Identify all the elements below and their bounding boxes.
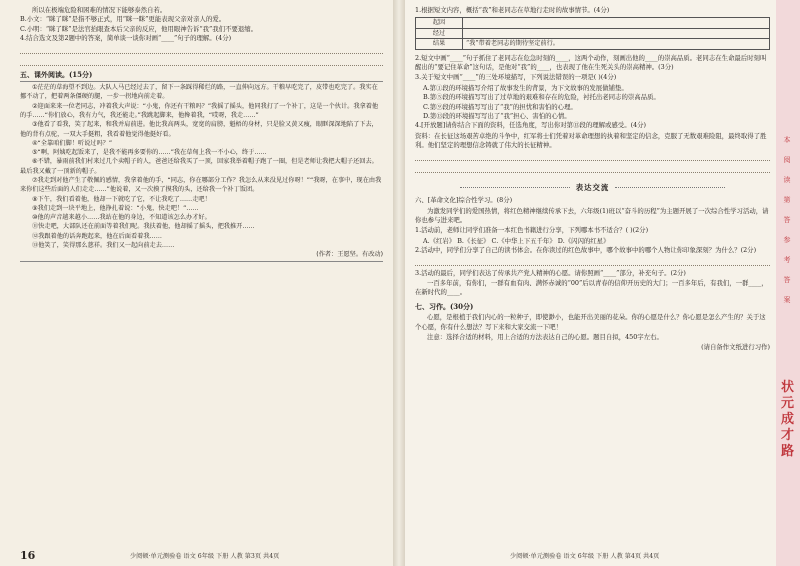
table-row [416, 39, 770, 49]
section-7-hint: (请自备作文纸进行习作) [701, 343, 770, 352]
table-head: 结果 [416, 39, 463, 49]
table-row [416, 18, 770, 28]
brand-logo: 状元成才路 [780, 380, 794, 459]
page-number: 16 [20, 549, 36, 562]
divider [615, 187, 725, 188]
s6-q1-options: A.《红岩》 B.《长征》 C.《中华上下五千年》 D.《闪闪的红星》 [423, 236, 610, 245]
expression-header [415, 183, 770, 192]
passage-paragraph: ⑨我们走到一块平地上，他挣扎着说：“小鬼，快走吧！”…… [32, 204, 199, 212]
q4-material: 资料：在长征这场艰苦卓绝的斗争中，红军将士们凭着对革命理想的执着和坚定的信念，克服了无数艰难险阻，最终取得了胜利。他们坚定的理想信念铸就了伟大的长征精神。 [415, 131, 767, 150]
passage-paragraph: ②迎面来来一位老同志，冲着我大声说：“小鬼，你还有干粮吗？”我摇了摇头，他同我打了一个补丁，这是一个伙计。我拿着他的手……“你们放心，我有力气，我还能走。”我跳起脚来，他搀着我，“哎呀，我走……” [20, 102, 379, 119]
table-row [416, 28, 770, 38]
passage-paragraph: ⑬他笑了，笑得那么慈祥。我们又一起向前走去…… [32, 242, 175, 250]
table-head: 起因 [416, 18, 463, 28]
passage-paragraph: ③他看了看我，笑了起来，和我并肩前进。他比我高两头，宽宽的肩膀，魁梧的身材，只是脸又黄又瘦，眼眶深深地陷了下去，他的背有点驼，一双大手挺粗，我看着他觉得他挺好看。 [20, 121, 378, 138]
section-7-title: 七、习作。(30分) [415, 301, 474, 311]
section-7-prompt: 心愿，是根植于我们内心的一粒种子，即使渺小，也能开出美丽的花朵。你的心愿是什么？你心愿是怎么产生的？关于这个心愿，你有什么想法？写下来和大家交流一下吧！ [415, 313, 766, 331]
plot-table [415, 17, 770, 49]
divider [460, 187, 570, 188]
expression-title: 表达交流 [575, 182, 610, 192]
book-spine [393, 0, 405, 566]
table-head: 经过 [416, 28, 463, 38]
s6-question-1: 1.活动前，老师让同学们准备一本红色书籍进行分享，下列哪本书不适合？( )(2分) [415, 226, 649, 235]
answer-line[interactable] [415, 257, 770, 266]
answer-line[interactable] [415, 152, 770, 161]
section-6-intro: 为激发同学们的爱国热情，将红色精神继续传承下去，六年级(1)班以“奋斗的历程”为主题开展了一次综合性学习活动，请你也参与进来吧。 [415, 206, 769, 224]
passage-paragraph: ⑧下午，我们看着他，他却一下就吃了它，不让我吃了……走吧！ [32, 195, 211, 203]
option-b: B.小文：“眯了眯”是指不够正式，用“眯一眯”更能表现父亲对亲人的爱。 [20, 15, 226, 24]
question-1: 1.根据短文内容，概括“我”和老同志在草地行走时的故事情节。(4分) [415, 6, 610, 14]
table-cell[interactable] [463, 18, 770, 28]
answer-line[interactable] [415, 164, 770, 173]
question-4: 4.[开放题]请你结合下面的资料，任选角度，写出你对第⑬段的理解或感受。(4分) [415, 121, 647, 130]
passage-paragraph: ⑩他的声音越来越小……我站在他的身边，不知道该怎么办才好。 [32, 214, 211, 222]
s6-question-2: 2.活动中，同学们分享了自己的读书体会。在你读过的红色故事中，哪个故事中的哪个人物让你印象深刻？为什么？(2分) [415, 246, 757, 255]
question-4: 4.结合选文及第2题中的答案，简单谈一谈你对画“____”句子的理解。(4分) [20, 34, 232, 43]
left-footer: 少阅顿·单元测验卷 语文 6年级 下册 人教 第3页 共4页 [130, 553, 280, 560]
passage-paragraph: ⑦我走到对他产生了敬佩的感情，我拿着他的手，“同志，你在哪部分工作？我怎么从来没见过你呀！”“我呀，在事中，现在由我来你们这些后面的人们走走……”他说着，又一次摸了摸我的头，还给我一个补丁饭团。 [20, 177, 382, 194]
left-page [0, 0, 393, 566]
q3-option-d: D.第⑬段的环境描写写出了“我”担心、害怕的心情。 [423, 112, 571, 121]
answer-line[interactable] [20, 57, 383, 66]
band-vertical-text: 本 阅 读 第 答 参 考 答 案 [783, 136, 791, 304]
question-3: 3.关于短文中画“____”的三处环境描写，下列说法错误的一项是( )(4分) [415, 73, 617, 82]
text-line: 所以在极端危险和困难的情况下能够泰然自若。 [32, 6, 167, 14]
q3-option-b: B.第⑤段的环境描写写出了过草地的艰难和存在的危险，衬托出老同志的崇高品质。 [423, 93, 660, 102]
section-7-note: 注意：选择合适的材料，用上合适的方法表达自己的心愿。题目自拟，450字左右。 [427, 332, 663, 341]
reading-passage [20, 81, 383, 262]
q3-option-a: A.第①段的环境描写介绍了故事发生的背景，为下文故事的发展做铺垫。 [423, 83, 628, 92]
passage-paragraph: ①茫茫的草海望不到边。大队人马已经过去了，留下一条踩得稀烂的路，一直伸向远方。干粮早吃完了，皮带也吃完了。我实在挪不动了，把着两条僵硬的腿，一步一拐地向前走着。 [20, 84, 378, 101]
passage-paragraph: ⑥不错，暴雨前我们村来过几个卖帽子的人，爸爸还给我买了一顶，回家我举着帽子跑了一圈，但是老师让我把大帽子还回去。最后我又戴了一顶新的帽子。 [20, 158, 378, 175]
passage-author: (作者：王愿坚。有改动) [316, 251, 383, 259]
right-page [405, 0, 776, 566]
q3-option-c: C.第⑨段的环境描写写出了“我”的担忧和害怕的心理。 [423, 102, 577, 111]
section-6-title: 六、[革命文化]综合性学习。(8分) [415, 196, 513, 205]
question-2: 2.短文中画“____”句子抓住了老同志在危急时刻的____，这两个动作，刻画出他的____的崇高品质。老同志在生命最后时刻叫醒出的“要记住革命”这句话，是他对“我”的____，也表现了他在生死关头的崇高精神。(3分) [415, 53, 767, 72]
passage-paragraph: ⑪快走吧，大部队还在前面等着我们呢。我扶着他，他却摇了摇头，把我推开…… [32, 223, 255, 231]
table-cell[interactable] [463, 28, 770, 38]
passage-paragraph: ④“全靠咱们脚！听说过吗？” [32, 139, 113, 147]
s6-q3-text: 一百多年前，有你们，一群有血有肉、满怀赤诚的“00”后以青春的信仰开历史的大门；一百多年后，有我们，一群____，在新时代的____。 [415, 278, 768, 297]
table-cell[interactable]: “我”带着老同志的期待坚定前行。 [463, 39, 770, 49]
passage-paragraph: ⑤“啊，阿姨吃起饭来了，是我不能再多要你的……”我在草甸上我一不小心，终于…… [32, 149, 267, 157]
answer-line[interactable] [20, 45, 383, 54]
passage-paragraph: ⑫我跟着他的话奔跑起来，他在后面看着我…… [32, 232, 162, 240]
s6-question-3: 3.活动的最后，同学们表达了传承共产党人精神的心愿。请你照画“____”部分，补充句子。(2分) [415, 268, 686, 277]
section-5-title: 五、课外阅读。(15分) [20, 69, 93, 79]
option-c: C.小明：“眯了眯”是法官抬眼查本后父亲的反应，他用眼神告诉“我”我们不要退缩。 [20, 24, 258, 33]
right-footer: 少阅顿·单元测验卷 语文 6年级 下册 人教 第4页 共4页 [510, 553, 660, 560]
